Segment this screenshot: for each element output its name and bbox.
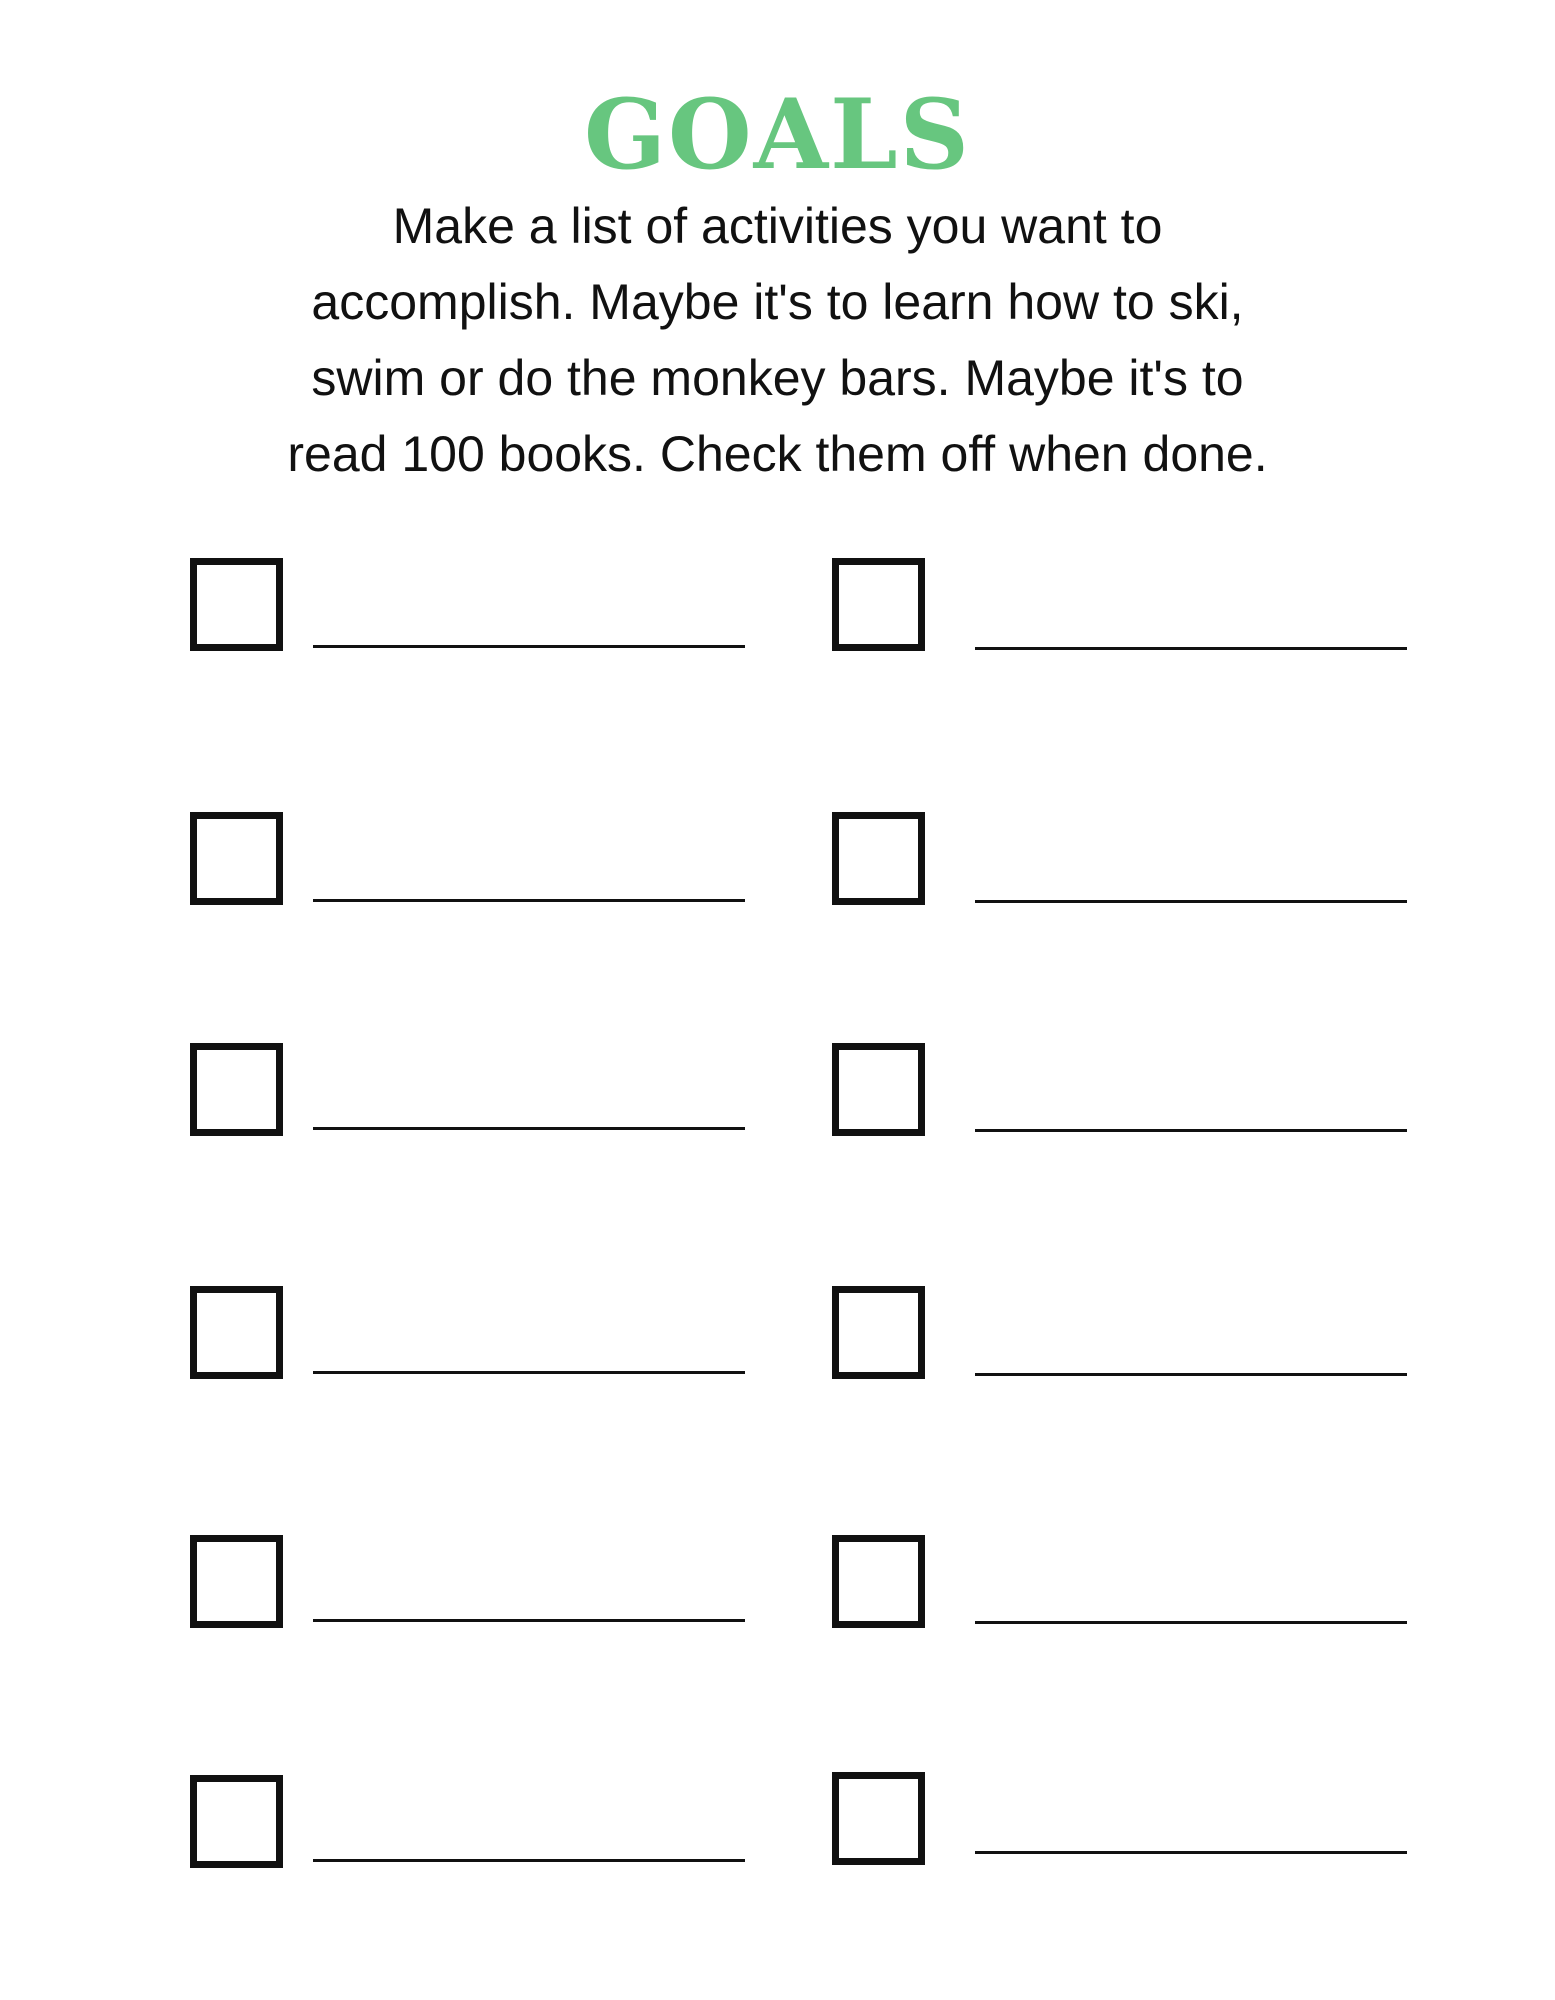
goal-answer-line[interactable] [313, 1619, 745, 1622]
goal-checkbox[interactable] [190, 1043, 283, 1136]
goal-checkbox[interactable] [190, 1286, 283, 1379]
goal-answer-line[interactable] [313, 645, 745, 648]
instructions-line: swim or do the monkey bars. Maybe it's to [311, 350, 1244, 406]
goal-item [832, 812, 1392, 912]
goal-checkbox[interactable] [190, 1535, 283, 1628]
goal-answer-line[interactable] [975, 647, 1407, 650]
goal-answer-line[interactable] [313, 899, 745, 902]
goal-item [832, 1043, 1392, 1143]
goal-item [832, 1286, 1392, 1386]
goal-checkbox[interactable] [832, 1286, 925, 1379]
goal-checkbox[interactable] [832, 558, 925, 651]
goal-answer-line[interactable] [975, 1373, 1407, 1376]
goal-checkbox[interactable] [190, 1775, 283, 1868]
page-title: GOALS [584, 78, 971, 191]
goal-answer-line[interactable] [313, 1859, 745, 1862]
goal-checkbox[interactable] [832, 1772, 925, 1865]
instructions-line: read 100 books. Check them off when done. [287, 426, 1268, 482]
goal-item [832, 1535, 1392, 1635]
goal-answer-line[interactable] [975, 1621, 1407, 1624]
instructions-text [0, 188, 1555, 492]
goal-checkbox[interactable] [832, 1043, 925, 1136]
goal-checkbox[interactable] [190, 812, 283, 905]
goal-item [190, 1535, 750, 1635]
goal-item [190, 1043, 750, 1143]
goal-checkbox[interactable] [190, 558, 283, 651]
goal-item [832, 558, 1392, 658]
instructions-line: accomplish. Maybe it's to learn how to ski, [311, 274, 1244, 330]
goal-item [190, 812, 750, 912]
goal-checkbox[interactable] [832, 1535, 925, 1628]
goal-answer-line[interactable] [975, 1129, 1407, 1132]
goal-item [832, 1772, 1392, 1872]
goal-item [190, 1775, 750, 1875]
goal-answer-line[interactable] [975, 900, 1407, 903]
goal-item [190, 1286, 750, 1386]
goal-answer-line[interactable] [975, 1851, 1407, 1854]
goal-answer-line[interactable] [313, 1127, 745, 1130]
goal-item [190, 558, 750, 658]
goal-answer-line[interactable] [313, 1371, 745, 1374]
goal-checkbox[interactable] [832, 812, 925, 905]
instructions-line: Make a list of activities you want to [392, 198, 1163, 254]
